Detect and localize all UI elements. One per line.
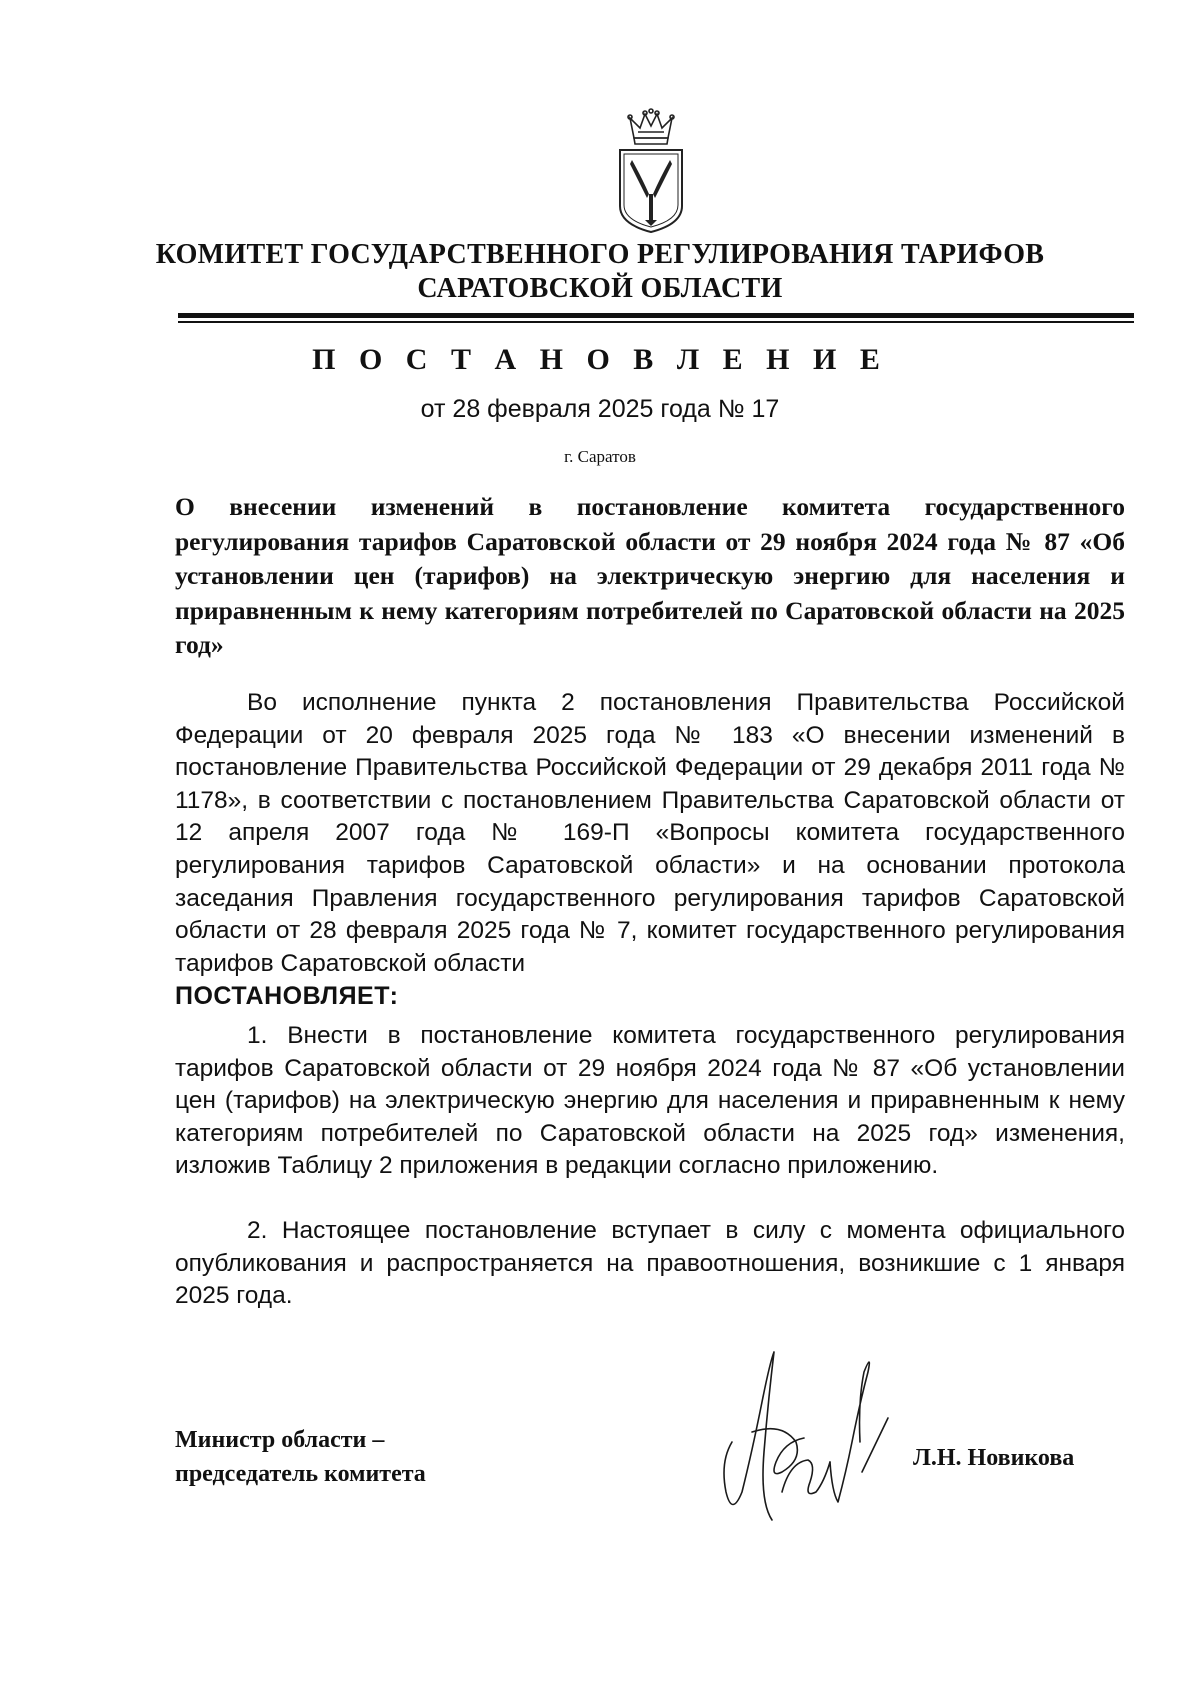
preamble-text: Во исполнение пункта 2 постановления Правительства Российской Федерации от 20 февраля 2025 года № 183 «О внесении изменений в постановление Правительства Российской Федерации от 29 декабря 2011 года № 1178», в соответствии с постановлением Правительства Саратовской области от 12 апреля 2007 года № 169-П «Вопросы комитета государственного регулирования тарифов Саратовской области» и на основании протокола заседания Правления государственного регулирования тарифов Саратовской области от 28 февраля 2025 года № 7, комитет государственного регулирования тарифов Саратовской области: [175, 689, 1125, 977]
document-date-number: от 28 февраля 2025 года № 17: [420, 395, 780, 423]
signatory-position-line2: председатель комитета: [175, 1461, 426, 1487]
header-divider-thin: [178, 321, 1134, 323]
handwritten-signature-icon: [712, 1342, 892, 1530]
document-city: г. Саратов: [564, 447, 636, 466]
organization-name-line1: КОМИТЕТ ГОСУДАРСТВЕННОГО РЕГУЛИРОВАНИЯ ТАРИФОВ: [155, 239, 1045, 270]
coat-of-arms-icon: [612, 108, 690, 236]
document-type: П О С Т А Н О В Л Е Н И Е: [312, 343, 888, 376]
header-divider-thick: [178, 313, 1134, 318]
organization-name-line2: САРАТОВСКОЙ ОБЛАСТИ: [417, 273, 783, 304]
signatory-position-line1: Министр области –: [175, 1427, 385, 1453]
document-subject: О внесении изменений в постановление комитета государственного регулирования тарифов Саратовской области от 29 ноября 2024 года № 87 «Об установлении цен (тарифов) на электрическую энергию для населения и приравненным к нему категориям потребителей по Саратовской области на 2025 год»: [175, 492, 1125, 659]
signatory-position: [175, 1423, 426, 1491]
signatory-name: Л.Н. Новикова: [913, 1445, 1075, 1471]
decree-word: ПОСТАНОВЛЯЕТ:: [175, 982, 399, 1011]
item-1-paragraph: 1. Внести в постановление комитета государственного регулирования тарифов Саратовской области от 29 ноября 2024 года № 87 «Об установлении цен (тарифов) на электрическую энергию для населения и приравненным к нему категориям потребителей по Саратовской области на 2025 год» изменения, изложив Таблицу 2 приложения в редакции согласно приложению.: [175, 1022, 1125, 1180]
preamble-paragraph: [175, 687, 1125, 1013]
item-2-paragraph: 2. Настоящее постановление вступает в силу с момента официального опубликования и распространяется на правоотношения, возникшие с 1 января 2025 года.: [175, 1217, 1125, 1310]
